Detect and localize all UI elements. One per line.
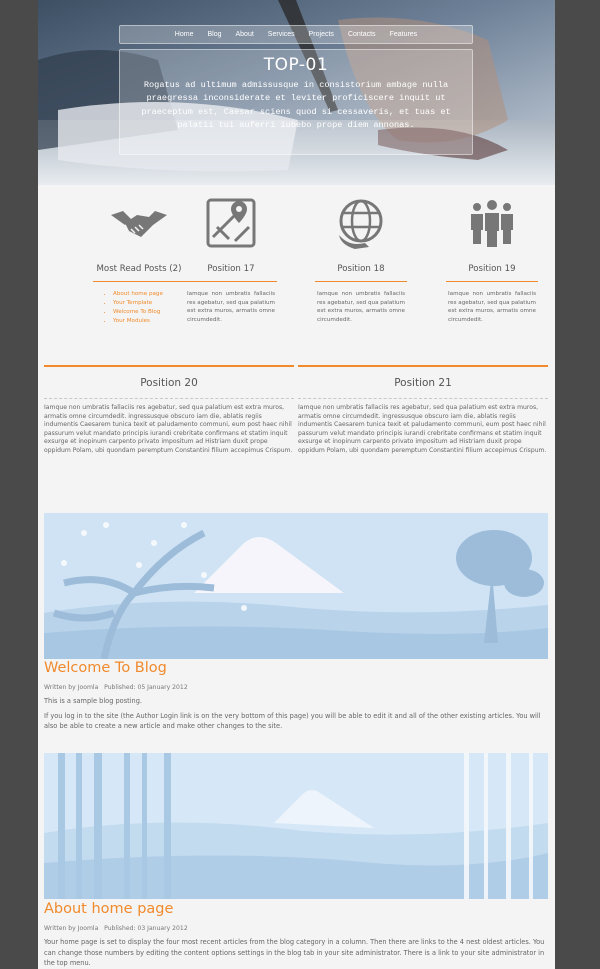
main-nav	[119, 25, 473, 44]
handshake-icon	[89, 195, 189, 251]
position-18	[311, 195, 411, 324]
post-author: Written by Joomla	[44, 925, 99, 932]
list-item[interactable]: • Welcome To Blog	[113, 308, 189, 317]
post-meta	[44, 684, 188, 691]
position-19	[442, 195, 542, 324]
divider	[315, 281, 407, 282]
nav-services[interactable]: Services	[267, 31, 295, 38]
post-paragraph: This is a sample blog posting.	[44, 697, 143, 705]
post-date: Published: 05 January 2012	[104, 684, 188, 691]
position-18-text: Iamque non umbratis fallaciis res agebatur, sed qua palatium est extra muros, armatis omne circumdedit.	[317, 291, 405, 323]
post-date: Published: 03 January 2012	[104, 925, 188, 932]
globe-icon	[311, 195, 411, 251]
position-20-title: Position 20	[140, 377, 198, 389]
divider	[298, 398, 548, 399]
post-author: Written by Joomla	[44, 684, 99, 691]
position-17	[181, 195, 281, 324]
position-21	[298, 365, 548, 456]
position-19-title: Position 19	[468, 264, 516, 274]
divider	[298, 365, 548, 367]
list-item[interactable]: • Your Modules	[113, 317, 189, 326]
list-item[interactable]: • Your Template	[113, 299, 189, 308]
position-19-text: Iamque non umbratis fallaciis res agebatur, sed qua palatium est extra muros, armatis omne circumdedit.	[448, 291, 536, 323]
post-title[interactable]: About home page	[44, 901, 174, 917]
position-17-title: Position 17	[207, 264, 255, 274]
hero-text: Rogatus ad ultimum admissusque in consistorium ambage nulla praegressa inconsiderate et leviter proficiscere inquit ut praeceptum est, Caesar sciens quod si cessaveris, et tuas et palatii tui auferri iubebo prope diem annonas.	[141, 80, 451, 131]
nav-home[interactable]: Home	[174, 31, 194, 38]
position-20-text: Iamque non umbratis fallaciis res agebatur, sed qua palatium est extra muros, armatis omne circumdedit. ingressusque obscuro iam die, ablatis regiis indumentis Caesarem tunica texit et paludamento communi, eum post haec nihil passurum velut mandato principis iurandi crebritate confirmans et statim inquit exsurge et inopinum carpento privato impositum ad Histriam duxit prope oppidum Polam, ubi quondam peremptum Constantini filium accepimus Crispum.	[44, 404, 293, 454]
hero-caption-box	[119, 49, 473, 155]
post-body	[44, 696, 548, 732]
map-icon	[181, 195, 281, 251]
nav-blog[interactable]: Blog	[207, 31, 222, 38]
divider	[93, 281, 185, 282]
position-21-text: Iamque non umbratis fallaciis res agebatur, sed qua palatium est extra muros, armatis omne circumdedit. ingressusque obscuro iam die, ablatis regiis indumentis Caesarem tunica texit et paludamento communi, eum post haec nihil passurum velut mandato principis iurandi crebritate confirmans et statim inquit exsurge et inopinum carpento privato impositum ad Histriam duxit prope oppidum Polam, ubi quondam peremptum Constantini filium accepimus Crispum.	[298, 404, 547, 454]
position-17-text: Iamque non umbratis fallaciis res agebatur, sed qua palatium est extra muros, armatis omne circumdedit.	[187, 291, 275, 323]
nav-projects[interactable]: Projects	[308, 31, 334, 38]
nav-contacts[interactable]: Contacts	[347, 31, 376, 38]
nav-features[interactable]: Features	[389, 31, 418, 38]
most-read-list	[89, 290, 189, 326]
divider	[446, 281, 538, 282]
list-item[interactable]: • About home page	[113, 290, 189, 299]
icon-positions	[38, 195, 555, 345]
divider	[44, 398, 294, 399]
hero-banner	[38, 0, 555, 185]
post-paragraph: Your home page is set to display the four most recent articles from the blog category in a column. Then there are links to the 4 nest oldest articles. You can change those numbers by editing the content options settings in the blog tab in your site administrator. There is a link to your site administrator in the top menu.	[44, 938, 545, 967]
position-20	[44, 365, 294, 456]
position-18-title: Position 18	[337, 264, 385, 274]
post-title[interactable]: Welcome To Blog	[44, 660, 167, 676]
blog-image-bamboo	[44, 753, 548, 899]
post-body	[44, 937, 548, 969]
hero-title: TOP-01	[263, 55, 329, 75]
position-most-read	[89, 195, 189, 326]
page	[38, 0, 555, 969]
nav-about[interactable]: About	[235, 31, 254, 38]
divider	[185, 281, 277, 282]
post-paragraph: If you log in to the site (the Author Login link is on the very bottom of this page) you will be able to edit it and all of the other existing articles. You will also be able to create a new article and make other changes to the site.	[44, 711, 541, 730]
position-21-title: Position 21	[394, 377, 452, 389]
post-meta	[44, 925, 188, 932]
people-icon	[442, 195, 542, 251]
most-read-title: Most Read Posts (2)	[96, 264, 182, 274]
blog-image-mountain	[44, 513, 548, 659]
divider	[44, 365, 294, 367]
